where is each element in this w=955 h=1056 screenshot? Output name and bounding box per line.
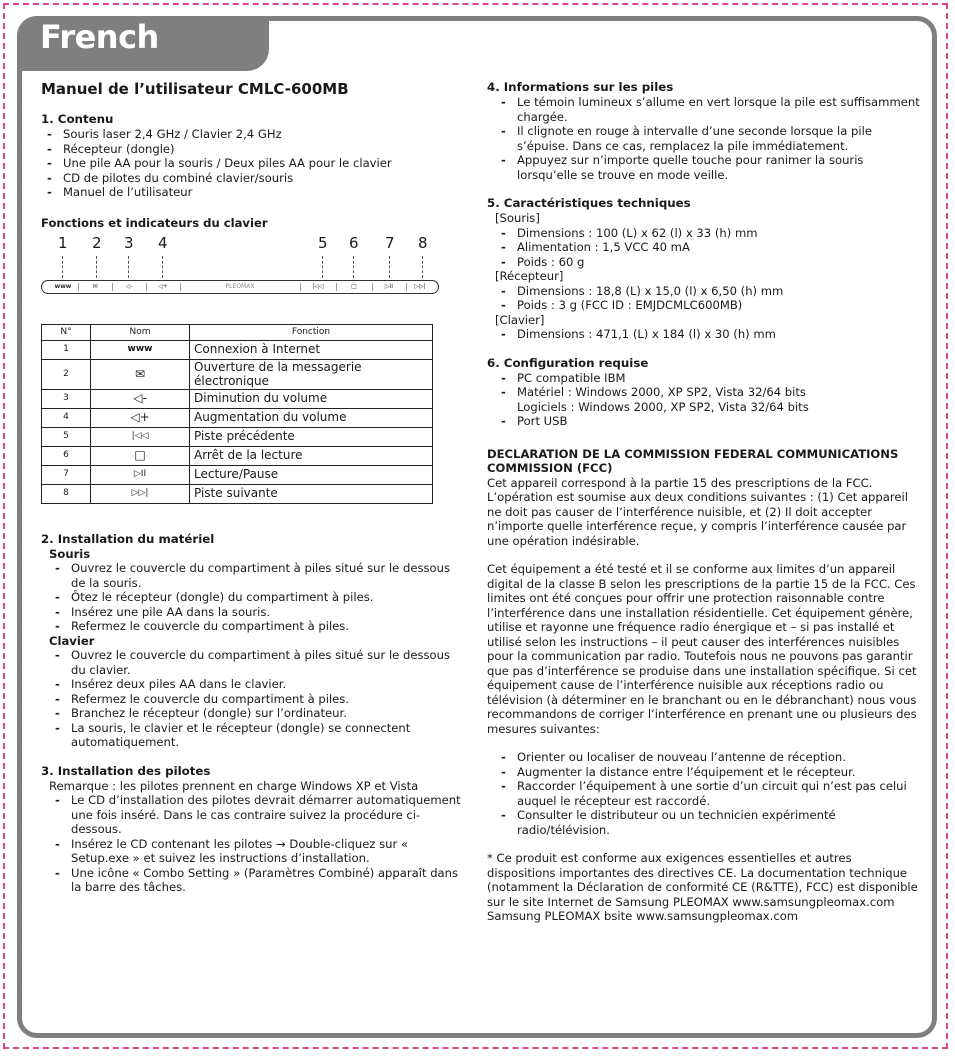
specs-recepteur-list [495, 284, 922, 313]
list-item: - Appuyez sur n’importe quelle touche pour ranimer la souris lorsqu’elle se trouve en mode veille. [495, 153, 922, 182]
clavier-subtitle: Clavier [49, 633, 95, 648]
list-item: - Il clignote en rouge à intervalle d’une seconde lorsque la pile s’épuise. Dans ce cas, remplacez la pile immédiatement. [495, 124, 922, 153]
specs-recepteur-label: [Récepteur] [495, 269, 564, 283]
list-item: - Souris laser 2,4 GHz / Clavier 2,4 GHz [41, 127, 461, 142]
key-number: 1 [58, 234, 68, 252]
pilotes-steps [49, 793, 461, 895]
list-item: - Une icône « Combo Setting » (Paramètres Combiné) apparaît dans la barre des tâches. [49, 866, 461, 895]
list-item: - Refermez le couvercle du compartiment à piles. [49, 692, 461, 707]
fcc-paragraph-1: Cet appareil correspond à la partie 15 des prescriptions de la FCC. L’opération est soumise aux deux conditions suivantes : (1) Cet appareil ne doit pas causer de l’interférence nuisible, et (2) Il doit accepter n’importe quelle interférence reçue, y compris l’interférence causée par une opération indésirable. [487, 475, 908, 548]
key-stop: □ [336, 283, 373, 291]
key-play: ▷II [372, 283, 407, 291]
list-item: - Raccorder l’équipement à une sortie d’un circuit qui n’est pas celui auquel le récepteur est raccordé. [495, 779, 922, 808]
specs-souris-label: [Souris] [495, 211, 540, 225]
specs-clavier-label: [Clavier] [495, 312, 545, 327]
list-item: - Ôtez le récepteur (dongle) du compartiment à piles. [49, 590, 461, 605]
right-column [487, 80, 922, 924]
table-row: 3 ◁- Diminution du volume [42, 389, 433, 408]
section-contenu-title: 1. Contenu [41, 112, 114, 126]
list-item: - Poids : 3 g (FCC ID : EMJDCMLC600MB) [495, 298, 922, 313]
play-pause-icon: ▷II [91, 465, 190, 484]
list-item: - Insérez le CD contenant les pilotes → Double-cliquez sur « Setup.exe » et suivez les instructions d’installation. [49, 837, 461, 866]
stop-icon: □ [91, 446, 190, 465]
table-header: Nom [91, 325, 190, 341]
list-item: - Matériel : Windows 2000, XP SP2, Vista 32/64 bits Logiciels : Windows 2000, XP SP2, Vista 32/64 bits [495, 385, 922, 414]
list-item: - Une pile AA pour la souris / Deux piles AA pour le clavier [41, 156, 461, 171]
www-icon: www [91, 340, 190, 359]
table-row: 6 □ Arrêt de la lecture [42, 446, 433, 465]
key-prev: |◁◁ [300, 283, 337, 291]
souris-steps [49, 561, 461, 634]
table-header: Fonction [190, 325, 433, 341]
table-row: 7 ▷II Lecture/Pause [42, 465, 433, 484]
souris-subtitle: Souris [49, 546, 91, 561]
section-specs-title: 5. Caractéristiques techniques [487, 196, 691, 210]
section-installation-title: 2. Installation du matériel [41, 531, 215, 546]
specs-souris-list [495, 226, 922, 270]
function-table [41, 324, 433, 504]
section-config-title: 6. Configuration requise [487, 355, 649, 370]
table-row: 2 ✉ Ouverture de la messagerie électronique [42, 359, 433, 389]
list-item: - Ouvrez le couvercle du compartiment à piles situé sur le dessous de la souris. [49, 561, 461, 590]
key-number: 7 [385, 234, 395, 252]
list-item: - Poids : 60 g [495, 255, 922, 270]
list-item: - Alimentation : 1,5 VCC 40 mA [495, 240, 922, 255]
volume-up-icon: ◁+ [91, 408, 190, 427]
previous-track-icon: |◁◁ [91, 427, 190, 446]
contenu-list [41, 127, 461, 200]
list-item: - Augmenter la distance entre l’équipement et le récepteur. [495, 765, 922, 780]
next-track-icon: ▷▷| [91, 484, 190, 503]
key-next: ▷▷| [414, 283, 426, 290]
key-mail: ✉ [78, 283, 113, 291]
list-item: - Récepteur (dongle) [41, 142, 461, 157]
config-logiciels: Logiciels : Windows 2000, XP SP2, Vista 32/64 bits [517, 399, 809, 414]
volume-down-icon: ◁- [91, 389, 190, 408]
list-item: - Le témoin lumineux s’allume en vert lorsque la pile est suffisamment chargée. [495, 95, 922, 124]
clavier-steps [49, 648, 461, 750]
list-item: - PC compatible IBM [495, 371, 922, 386]
mail-icon: ✉ [91, 359, 190, 389]
language-title: French [40, 18, 159, 56]
key-number: 5 [318, 234, 328, 252]
ce-conformity-note: * Ce produit est conforme aux exigences essentielles et autres dispositions importantes des directives CE. La documentation technique (notamment la Déclaration de conformité CE (R&TTE), FCC) est disponible sur le site Internet de Samsung PLEOMAX www.samsungpleomax.com Samsung PLEOMAX bsite www.samsungpleomax.com [487, 851, 918, 923]
list-item: - Manuel de l’utilisateur [41, 185, 461, 200]
fcc-title: DECLARATION DE LA COMMISSION FEDERAL COMMUNICATIONS COMMISSION (FCC) [487, 446, 899, 475]
fcc-measures-list [487, 750, 922, 837]
key-www: www [48, 283, 79, 291]
key-number: 4 [158, 234, 168, 252]
list-item: - CD de pilotes du combiné clavier/souris [41, 171, 461, 186]
list-item: - Insérez une pile AA dans la souris. [49, 605, 461, 620]
table-header: N° [42, 325, 91, 341]
keyboard-brand-label: PLEOMAX [180, 283, 301, 291]
list-item: - Refermez le couvercle du compartiment à piles. [49, 619, 461, 634]
piles-list [487, 95, 922, 182]
key-vol-down: ◁- [112, 283, 147, 291]
list-item: - Le CD d’installation des pilotes devrait démarrer automatiquement une fois inséré. Dans le cas contraire suivez la procédure ci-dessous. [49, 793, 461, 837]
key-number: 6 [349, 234, 359, 252]
table-row: 5 |◁◁ Piste précédente [42, 427, 433, 446]
keyboard-diagram [41, 236, 461, 314]
pilotes-note: Remarque : les pilotes prennent en charge Windows XP et Vista [49, 778, 419, 793]
key-vol-up: ◁+ [146, 283, 181, 291]
key-number: 8 [418, 234, 428, 252]
left-column [41, 80, 461, 895]
specs-clavier-list [495, 327, 922, 342]
list-item: - Consulter le distributeur ou un technicien expérimenté radio/télévision. [495, 808, 922, 837]
section-piles-title: 4. Informations sur les piles [487, 80, 674, 94]
list-item: - Dimensions : 18,8 (L) x 15,0 (l) x 6,50 (h) mm [495, 284, 922, 299]
list-item: - Ouvrez le couvercle du compartiment à piles situé sur le dessous du clavier. [49, 648, 461, 677]
key-number: 2 [92, 234, 102, 252]
keyboard-hotkey-strip [41, 280, 439, 294]
keyboard-functions-title: Fonctions et indicateurs du clavier [41, 215, 268, 230]
config-list [487, 371, 922, 429]
fcc-paragraph-2: Cet équipement a été testé et il se conforme aux limites d’un appareil digital de la classe B selon les prescriptions de la partie 15 de la FCC. Ces limites ont été conçues pour offrir une protection raisonnable contre l’interférence dans une installation résidentielle. Cet équipement génère, utilise et rayonne une fréquence radio énergique et – si pas installé et utilisé selon les instructions – il peut causer des interférences nuisibles pour la communication par radio. Toutefois nous ne pouvons pas garantir que pas d’interférence se produise dans une installation spécifique. Si cet équipement cause de l’interférence nuisible aux réceptions radio ou télévision (à déterminer en le branchant ou en le débranchant) nous vous recommandons de corriger l’interférence en prenant une ou plusieurs des mesures suivantes: [487, 562, 917, 736]
list-item: - La souris, le clavier et le récepteur (dongle) se connectent automatiquement. [49, 721, 461, 750]
table-row: 4 ◁+ Augmentation du volume [42, 408, 433, 427]
list-item: - Port USB [495, 414, 922, 429]
table-row: 8 ▷▷| Piste suivante [42, 484, 433, 503]
manual-title: Manuel de l’utilisateur CMLC-600MB [41, 80, 349, 98]
key-number: 3 [124, 234, 134, 252]
list-item: - Insérez deux piles AA dans le clavier. [49, 677, 461, 692]
list-item: - Orienter ou localiser de nouveau l’antenne de réception. [495, 750, 922, 765]
section-pilotes-title: 3. Installation des pilotes [41, 763, 211, 778]
list-item: - Dimensions : 100 (L) x 62 (l) x 33 (h) mm [495, 226, 922, 241]
table-row: 1 www Connexion à Internet [42, 340, 433, 359]
list-item: - Dimensions : 471,1 (L) x 184 (l) x 30 (h) mm [495, 327, 922, 342]
list-item: - Branchez le récepteur (dongle) sur l’ordinateur. [49, 706, 461, 721]
